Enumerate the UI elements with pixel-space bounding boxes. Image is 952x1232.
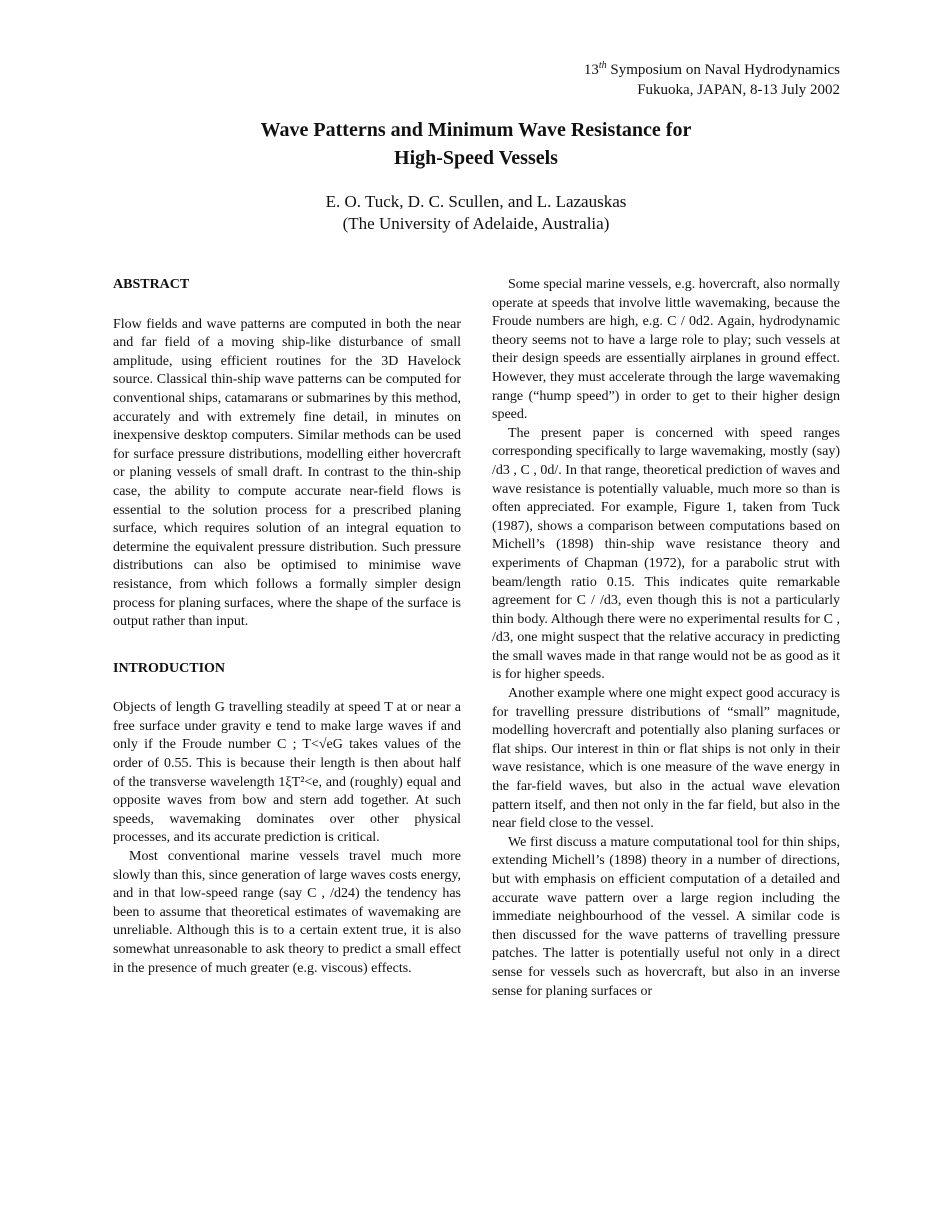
abstract-text: Flow fields and wave patterns are computed in both the near and far field of a moving ship-like disturbance of small amplitude, using efficient routines for the 3D Havelock source. Classical thin-ship wave patterns can be computed for conventional ships, catamarans or submarines by this method, accurately and with extremely fine detail, in minutes on inexpensive desktop computers. Similar methods can be used for surface pressure distributions, modelling either hovercraft or planing vessels of small draft. In contrast to the thin-ship case, the ability to compute accurate near-field flows is essential to the solution process for a prescribed planing surface, which requires solution of an integral equation to determine the equivalent pressure distribution. Such pressure distributions can also be optimised to minimise wave resistance, from which follows a formally simpler design process for planing surfaces, where the shape of the surface is output rather than input. bbox=[113, 316, 461, 630]
ordinal-suffix: th bbox=[598, 60, 607, 71]
intro-paragraph-6: We first discuss a mature computational tool for thin ships, extending Michell’s (1898) theory in a number of directions, but with emphasis on efficient computation of a detailed and accurate wave pattern over a large region including the immediate neighbourhood of the vessel. A similar code is then discussed for the wave patterns of travelling pressure patches. The latter is potentially useful not only in a direct sense for vessels such as hovercraft, but also in an inverse sense for planing surfaces or bbox=[492, 834, 840, 999]
ordinal-number: 13 bbox=[583, 62, 599, 78]
affiliation: (The University of Adelaide, Australia) bbox=[342, 214, 610, 233]
author-block bbox=[0, 191, 952, 235]
conference-header bbox=[584, 56, 840, 100]
title-line-2: High-Speed Vessels bbox=[394, 147, 558, 169]
intro-paragraph-5: Another example where one might expect good accuracy is for travelling pressure distributions of “small” magnitude, modelling hovercraft and potentially also planing surfaces or flat ships. Our interest in thin or flat ships is not only in their wave resistance, which is one measure of the wave energy in the far-field waves, but also in the actual wave elevation pattern itself, and then not only in the far field, but also in the near field close to the vessel. bbox=[492, 686, 840, 832]
location-date: Fukuoka, JAPAN, 8-13 July 2002 bbox=[637, 82, 840, 98]
paper-title bbox=[0, 116, 952, 172]
left-column bbox=[113, 276, 461, 978]
right-column bbox=[492, 276, 840, 1001]
intro-paragraph-3: Some special marine vessels, e.g. hovercraft, also normally operate at speeds that involve little wavemaking, because the Froude numbers are high, e.g. C / 0d2. Again, hydrodynamic theory seems not to have a large role to play; such vessels at their design speeds are essentially airplanes in ground effect. However, they must accelerate through the large wavemaking range (“hump speed”) in order to get to their higher design speed. bbox=[492, 277, 840, 423]
abstract-heading: ABSTRACT bbox=[113, 277, 190, 292]
intro-paragraph-1: Objects of length G travelling steadily at speed T at or near a free surface under gravity e tend to make large waves if and only if the Froude number C ; T<√eG takes values of the order of 0.55. This is because their length is then about half of the transverse wavelength 1ξT²<e, and (roughly) equal and opposite waves from bow and stern add together. At such speeds, wavemaking dominates over other physical processes, and its accurate prediction is critical. bbox=[113, 700, 461, 846]
symposium-name: Symposium on Naval Hydrodynamics bbox=[610, 62, 840, 78]
introduction-heading: INTRODUCTION bbox=[113, 660, 226, 676]
intro-paragraph-2: Most conventional marine vessels travel much more slowly than this, since generation of large waves costs energy, and in that low-speed range (say C , /d24) the tendency has been to assume that theoretical estimates of wavemaking are unreliable. Although this is to a certain extent true, it is also somewhat unreasonable to ask theory to predict a small effect in the presence of much greater (e.g. viscous) effects. bbox=[113, 849, 461, 976]
symposium-line bbox=[584, 56, 840, 80]
intro-paragraph-4: The present paper is concerned with speed ranges corresponding specifically to large wavemaking, mostly (say) /d3 , C , 0d/. In that range, theoretical prediction of waves and wave resistance is potentially valuable, much more so than is often appreciated. For example, Figure 1, taken from Tuck (1987), shows a comparison between computations based on Michell’s (1898) thin-ship wave resistance theory and experiments of Chapman (1972), for a parabolic strut with beam/length ratio 0.15. This indicates quite remarkable agreement for C / /d3, even though this is not a particularly thin body. Although there were no experimental results for C , /d3, one might suspect that the relative accuracy in predicting the small waves made in that range would not be as good as it is for higher speeds. bbox=[492, 425, 840, 683]
authors: E. O. Tuck, D. C. Scullen, and L. Lazauskas bbox=[325, 192, 627, 211]
title-line-1: Wave Patterns and Minimum Wave Resistance for bbox=[260, 119, 692, 141]
